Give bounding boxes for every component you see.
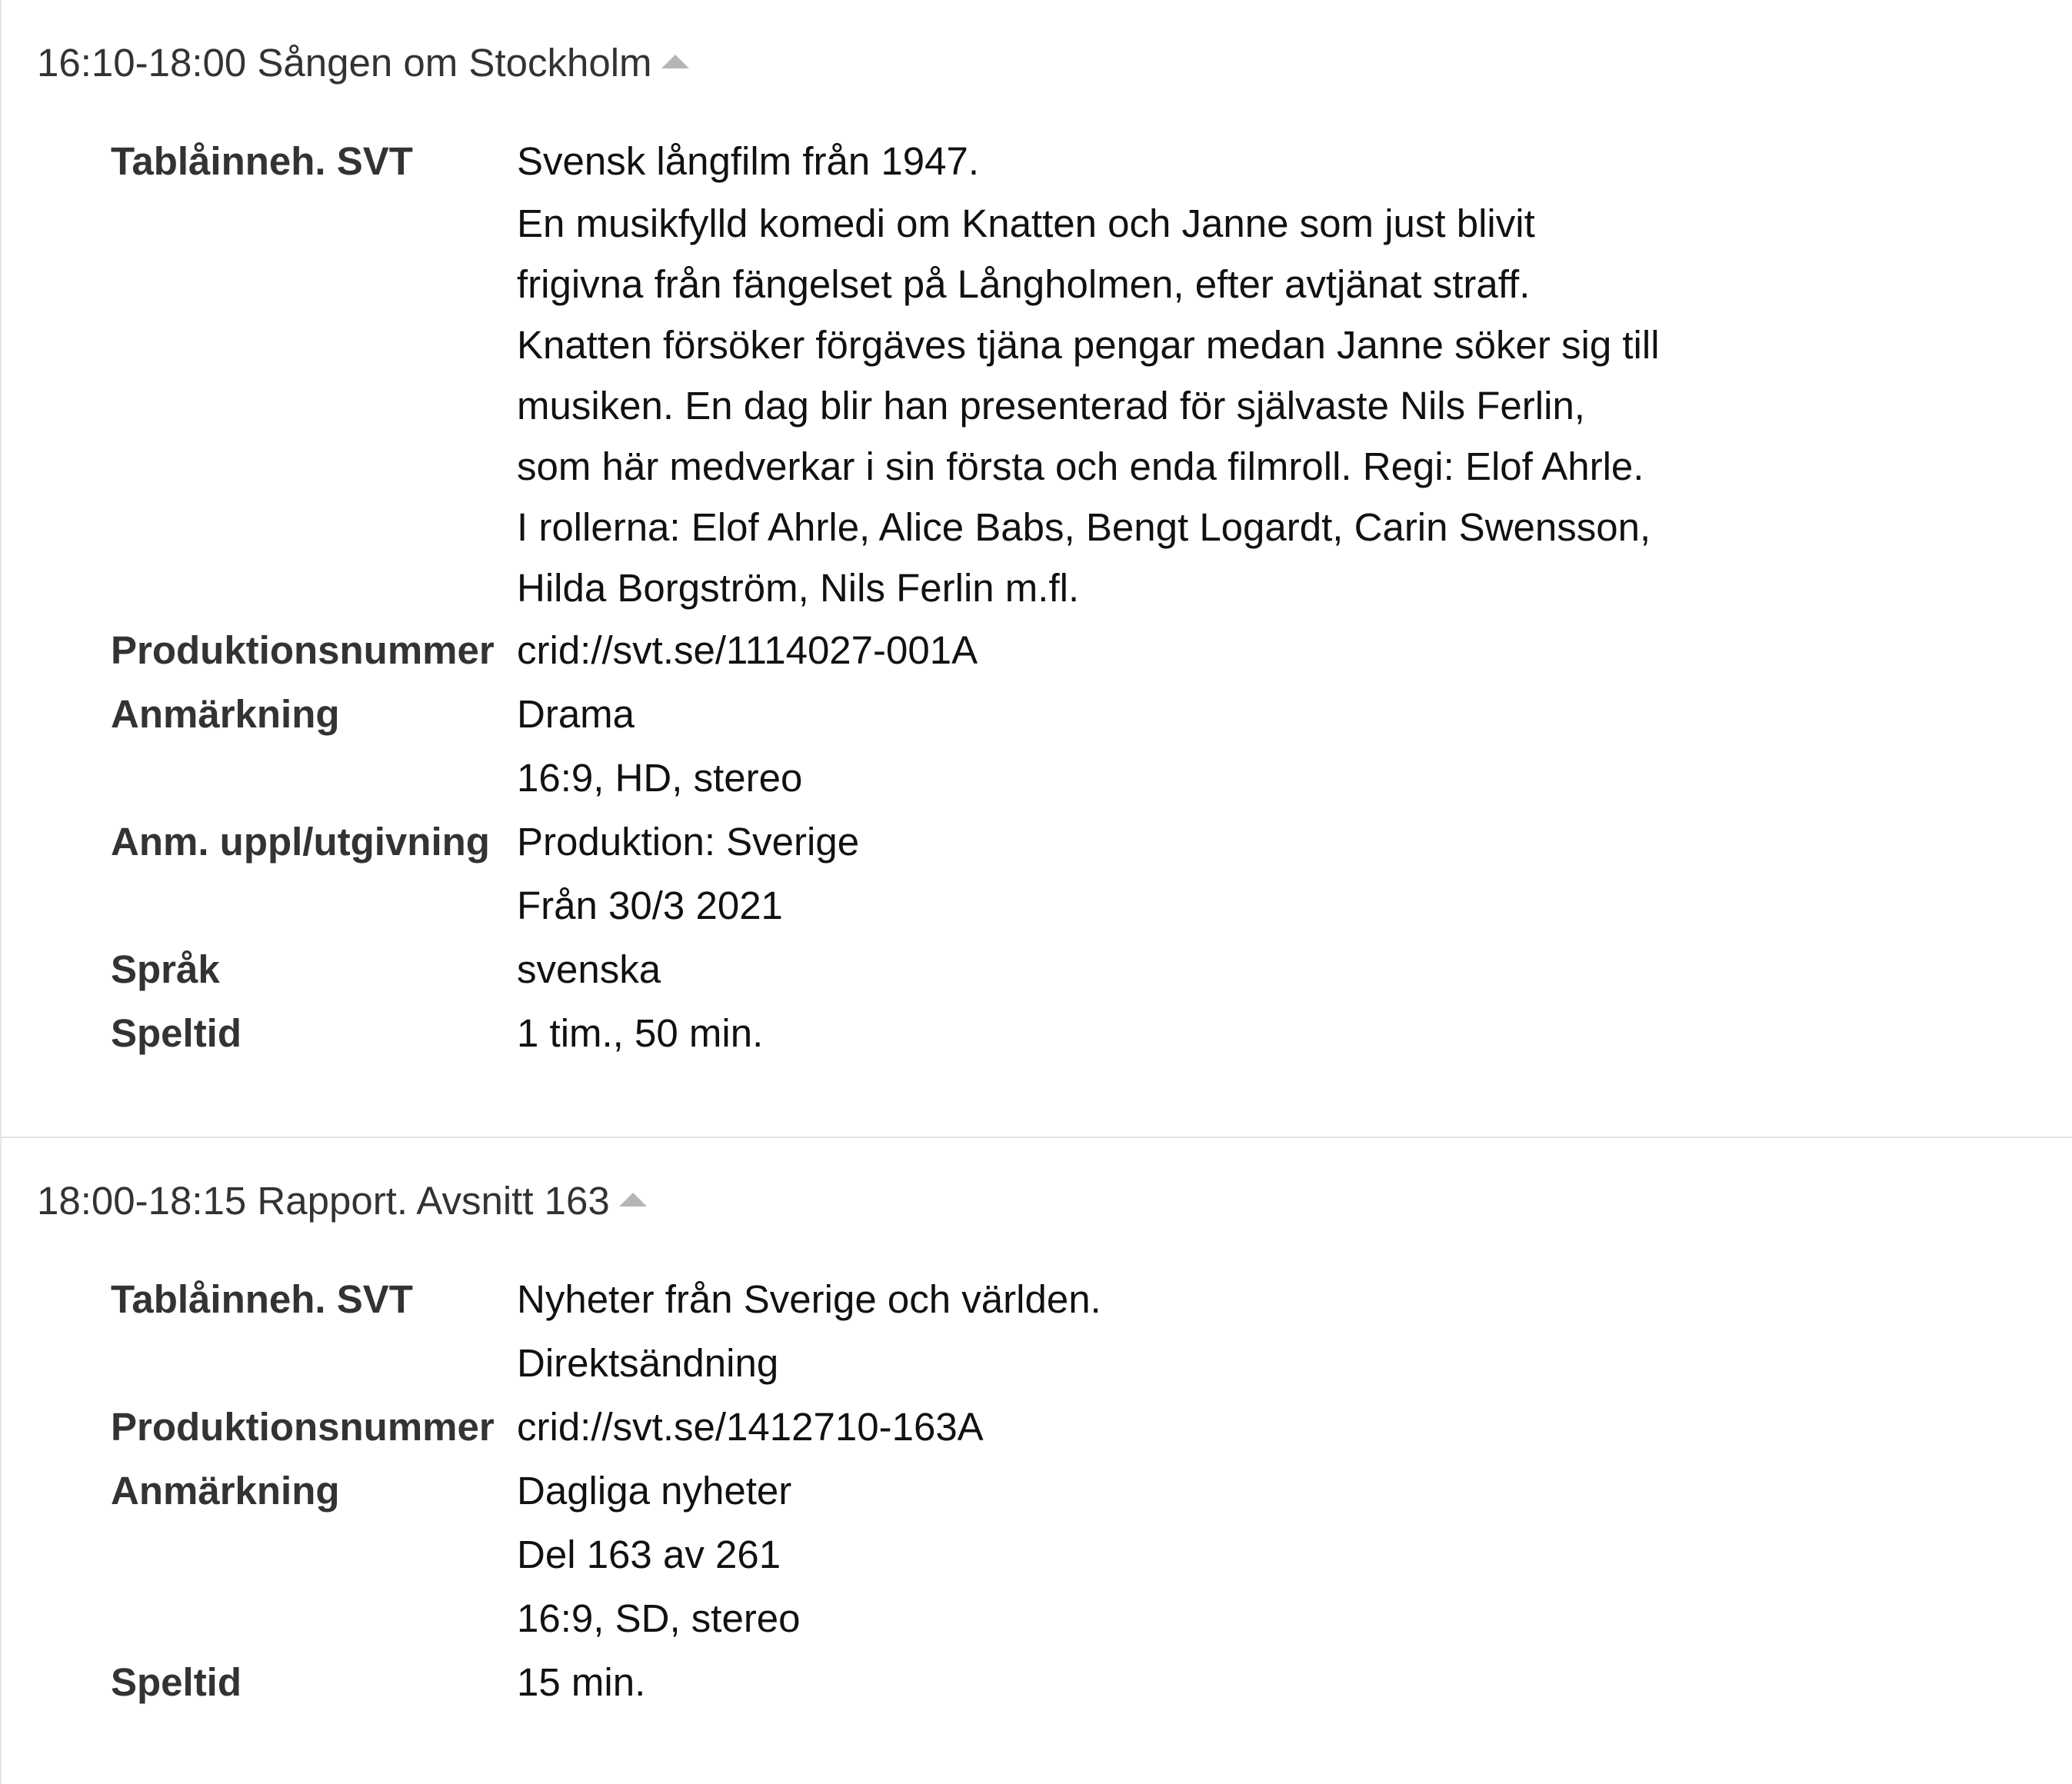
field-values (517, 618, 978, 682)
field-label: Produktionsnummer (111, 628, 495, 672)
description-line: musiken. En dag blir han presenterad för självaste Nils Ferlin, (517, 384, 1585, 428)
field-value: Del 163 av 261 (517, 1533, 781, 1576)
field-label: Anmärkning (111, 692, 340, 736)
field-tablainneh (111, 1267, 1101, 1395)
field-produktionsnummer (111, 618, 1660, 682)
field-values (517, 1459, 801, 1650)
field-label: Anmärkning (111, 1469, 340, 1513)
field-value: Dagliga nyheter (517, 1469, 792, 1513)
field-tablainneh (111, 129, 1660, 618)
field-values (517, 1395, 984, 1459)
field-label: Språk (111, 947, 220, 991)
field-value: Från 30/3 2021 (517, 884, 783, 927)
field-sprak (111, 937, 1660, 1001)
field-speltid (111, 1001, 1660, 1065)
field-value: 16:9, SD, stereo (517, 1596, 801, 1640)
field-value: 15 min. (517, 1660, 646, 1704)
field-label: Tablåinneh. SVT (111, 1277, 413, 1321)
description-line: En musikfylld komedi om Knatten och Janne som just blivit (517, 201, 1535, 245)
field-values (517, 937, 661, 1001)
field-anm-uppl-utgivning (111, 810, 1660, 937)
caret-up-icon[interactable] (619, 1193, 647, 1207)
program-rapport-avsnitt-163 (2, 1138, 2072, 1784)
field-label: Tablåinneh. SVT (111, 139, 413, 183)
program-details (111, 1267, 1101, 1714)
program-sangen-om-stockholm (2, 0, 2072, 1138)
program-details (111, 129, 1660, 1065)
program-title: 16:10-18:00 Sången om Stockholm (37, 41, 652, 85)
field-value: Produktion: Sverige (517, 820, 860, 864)
field-speltid (111, 1650, 1101, 1714)
field-value: 1 tim., 50 min. (517, 1011, 764, 1055)
description-line: Hilda Borgström, Nils Ferlin m.fl. (517, 566, 1080, 610)
field-produktionsnummer (111, 1395, 1101, 1459)
field-label: Speltid (111, 1660, 242, 1704)
description-line: I rollerna: Elof Ahrle, Alice Babs, Bengt Logardt, Carin Swensson, (517, 505, 1651, 549)
field-value: crid://svt.se/1114027-001A (517, 628, 978, 672)
program-title: 18:00-18:15 Rapport. Avsnitt 163 (37, 1179, 610, 1223)
caret-up-icon[interactable] (661, 55, 689, 68)
field-values (517, 1001, 763, 1065)
program-header-toggle[interactable] (37, 38, 689, 88)
field-value: Nyheter från Sverige och världen. (517, 1277, 1101, 1321)
field-label: Produktionsnummer (111, 1405, 495, 1449)
field-values (517, 682, 802, 810)
field-anmarkning (111, 1459, 1101, 1650)
program-header-toggle[interactable] (37, 1177, 647, 1226)
field-value: Direktsändning (517, 1341, 779, 1385)
field-label: Speltid (111, 1011, 242, 1055)
field-value: 16:9, HD, stereo (517, 756, 803, 800)
field-label: Anm. uppl/utgivning (111, 820, 490, 864)
field-values (517, 1650, 645, 1714)
field-values (517, 129, 1660, 618)
description-line: som här medverkar i sin första och enda filmroll. Regi: Elof Ahrle. (517, 444, 1644, 488)
field-values (517, 1267, 1101, 1395)
field-value: Drama (517, 692, 635, 736)
program-description (517, 193, 1660, 618)
field-value: crid://svt.se/1412710-163A (517, 1405, 984, 1449)
description-line: frigivna från fängelset på Långholmen, efter avtjänat straff. (517, 262, 1531, 306)
field-value: Svensk långfilm från 1947. (517, 139, 979, 183)
field-values (517, 810, 859, 937)
field-value: svenska (517, 947, 661, 991)
field-anmarkning (111, 682, 1660, 810)
description-line: Knatten försöker förgäves tjäna pengar medan Janne söker sig till (517, 323, 1660, 367)
